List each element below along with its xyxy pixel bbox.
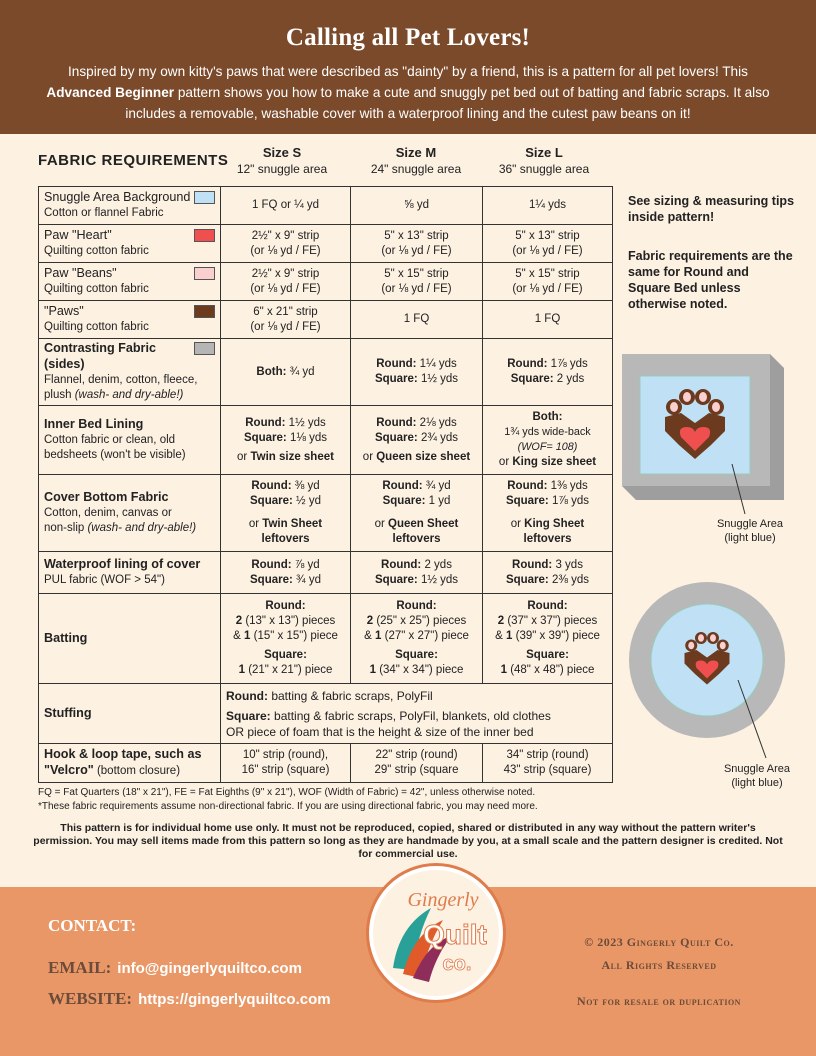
size-l-header: Size L 36" snuggle area [498, 145, 590, 176]
fabric-requirements-title: FABRIC REQUIREMENTS [38, 152, 229, 169]
svg-text:Gingerly: Gingerly [407, 889, 479, 911]
table-row: "Paws" Quilting cotton fabric 6" x 21" strip (or ⅛ yd / FE) 1 FQ 1 FQ [39, 301, 613, 339]
copyright-text: © 2023 Gingerly Quilt Co. [584, 935, 734, 949]
square-bed-diagram [622, 354, 784, 514]
website-line: WEBSITE: https://gingerlyquiltco.com [48, 989, 331, 1008]
brown-swatch [194, 305, 215, 318]
table-row: Snuggle Area Background Cotton or flannel Fabric 1 FQ or ¼ yd ⅝ yd 1¼ yds [39, 187, 613, 225]
svg-text:co.: co. [442, 953, 472, 975]
table-row: Stuffing Round: batting & fabric scraps, PolyFil Square: batting & fabric scraps, PolyFil, blankets, old clothes OR piece of foam that is the height & size of the inner bed [39, 684, 613, 744]
size-s-header: Size S 12" snuggle area [236, 145, 328, 176]
svg-text:Quilt: Quilt [423, 919, 487, 950]
round-square-note: Fabric requirements are the same for Round and Square Bed unless otherwise noted. [628, 249, 793, 311]
fabric-requirements-table [38, 186, 613, 783]
round-bed-diagram [629, 582, 785, 758]
page-title: Calling all Pet Lovers! [285, 24, 531, 51]
table-row: Waterproof lining of cover PUL fabric (WOF > 54") Round: ⅞ yd Square: ¾ yd Round: 2 yds Square: 1½ yds Round: 3 yds Square: 2⅜ yds [39, 552, 613, 594]
snuggle-area-label-round: Snuggle Area (light blue) [723, 763, 791, 789]
directional-fabric-note: *These fabric requirements assume non-directional fabric. If you are using directional fabric, you may need more. [38, 801, 538, 812]
red-swatch [194, 229, 215, 242]
website-link[interactable]: https://gingerlyquiltco.com [138, 991, 331, 1008]
contact-heading: CONTACT: [48, 916, 137, 935]
email-link[interactable]: info@gingerlyquiltco.com [117, 960, 302, 977]
gray-swatch [194, 342, 215, 355]
snuggle-area-label-square: Snuggle Area (light blue) [716, 518, 784, 544]
light-blue-swatch [194, 191, 215, 204]
pink-swatch [194, 267, 215, 280]
gingerly-quilt-logo [369, 866, 503, 1000]
intro-text: Inspired by my own kitty's paws that were described as "dainty" by a friend, this is a pattern for all pet lovers! This Advanced Beginner pattern shows you how to make a cute and snuggly pet bed out of batting and fabric scraps. It also includes a removable, washable cover with a waterproof lining and the cutest paw beans on it! [46, 64, 770, 121]
not-for-resale-text: Not for resale or duplication [577, 994, 741, 1008]
table-row: Batting Round: 2 (13" x 13") pieces & 1 (15" x 15") piece Square: 1 (21" x 21") piece Round: 2 (25" x 25") pieces & 1 (27" x 27") piece Square: 1 (34" x 34") piece Round: 2 (37" x 37") pieces & 1 (39" x 39") piece Square: 1 (48" x 48") piece [39, 594, 613, 684]
sizing-tip: See sizing & measuring tips inside pattern! [628, 194, 795, 224]
table-row: Cover Bottom Fabric Cotton, denim, canvas or non-slip (wash- and dry-able!) Round: ⅜ yd Square: ½ yd or Twin Sheet leftovers Round: ¾ yd Square: 1 yd or Queen Sheet leftovers Round: 1⅜ yds Square: 1⅞ yds or King Sheet leftovers [39, 475, 613, 552]
table-row: Paw "Beans" Quilting cotton fabric 2½" x 9" strip (or ⅛ yd / FE) 5" x 15" strip (or ⅛ yd / FE) 5" x 15" strip (or ⅛ yd / FE) [39, 263, 613, 301]
rights-reserved-text: All Rights Reserved [601, 958, 717, 972]
email-line: EMAIL: info@gingerlyquiltco.com [48, 958, 302, 977]
abbreviation-note: FQ = Fat Quarters (18" x 21"), FE = Fat Eighths (9" x 21"), WOF (Width of Fabric) = 42", unless otherwise noted. [38, 787, 536, 798]
table-row: Inner Bed Lining Cotton fabric or clean, old bedsheets (won't be visible) Round: 1½ yds Square: 1⅛ yds or Twin size sheet Round: 2⅛ yds Square: 2¾ yds or Queen size sheet Both: 1¾ yds wide-back (WOF= 108) or King size sheet [39, 406, 613, 475]
size-m-header: Size M 24" snuggle area [370, 145, 462, 176]
bed-diagrams [620, 350, 810, 810]
table-row: Contrasting Fabric (sides) Flannel, denim, cotton, fleece, plush (wash- and dry-able!) Both: ¾ yd Round: 1¼ yds Square: 1½ yds Round: 1⅞ yds Square: 2 yds [39, 339, 613, 406]
header-banner [0, 0, 816, 134]
usage-rights-text: This pattern is for individual home use only. It must not be reproduced, copied, shared or distributed in any way without the pattern writer's permission. You may sell items made from this pattern so long as they are handmade by you, at a small scale and the pattern designer is credited. Not for commercial use. [33, 822, 783, 860]
table-row: Hook & loop tape, such as "Velcro" (bottom closure) 10" strip (round), 16" strip (square) 22" strip (round) 29" strip (square 34" strip (round) 43" strip (square) [39, 744, 613, 783]
table-row: Paw "Heart" Quilting cotton fabric 2½" x 9" strip (or ⅛ yd / FE) 5" x 13" strip (or ⅛ yd / FE) 5" x 13" strip (or ⅛ yd / FE) [39, 225, 613, 263]
